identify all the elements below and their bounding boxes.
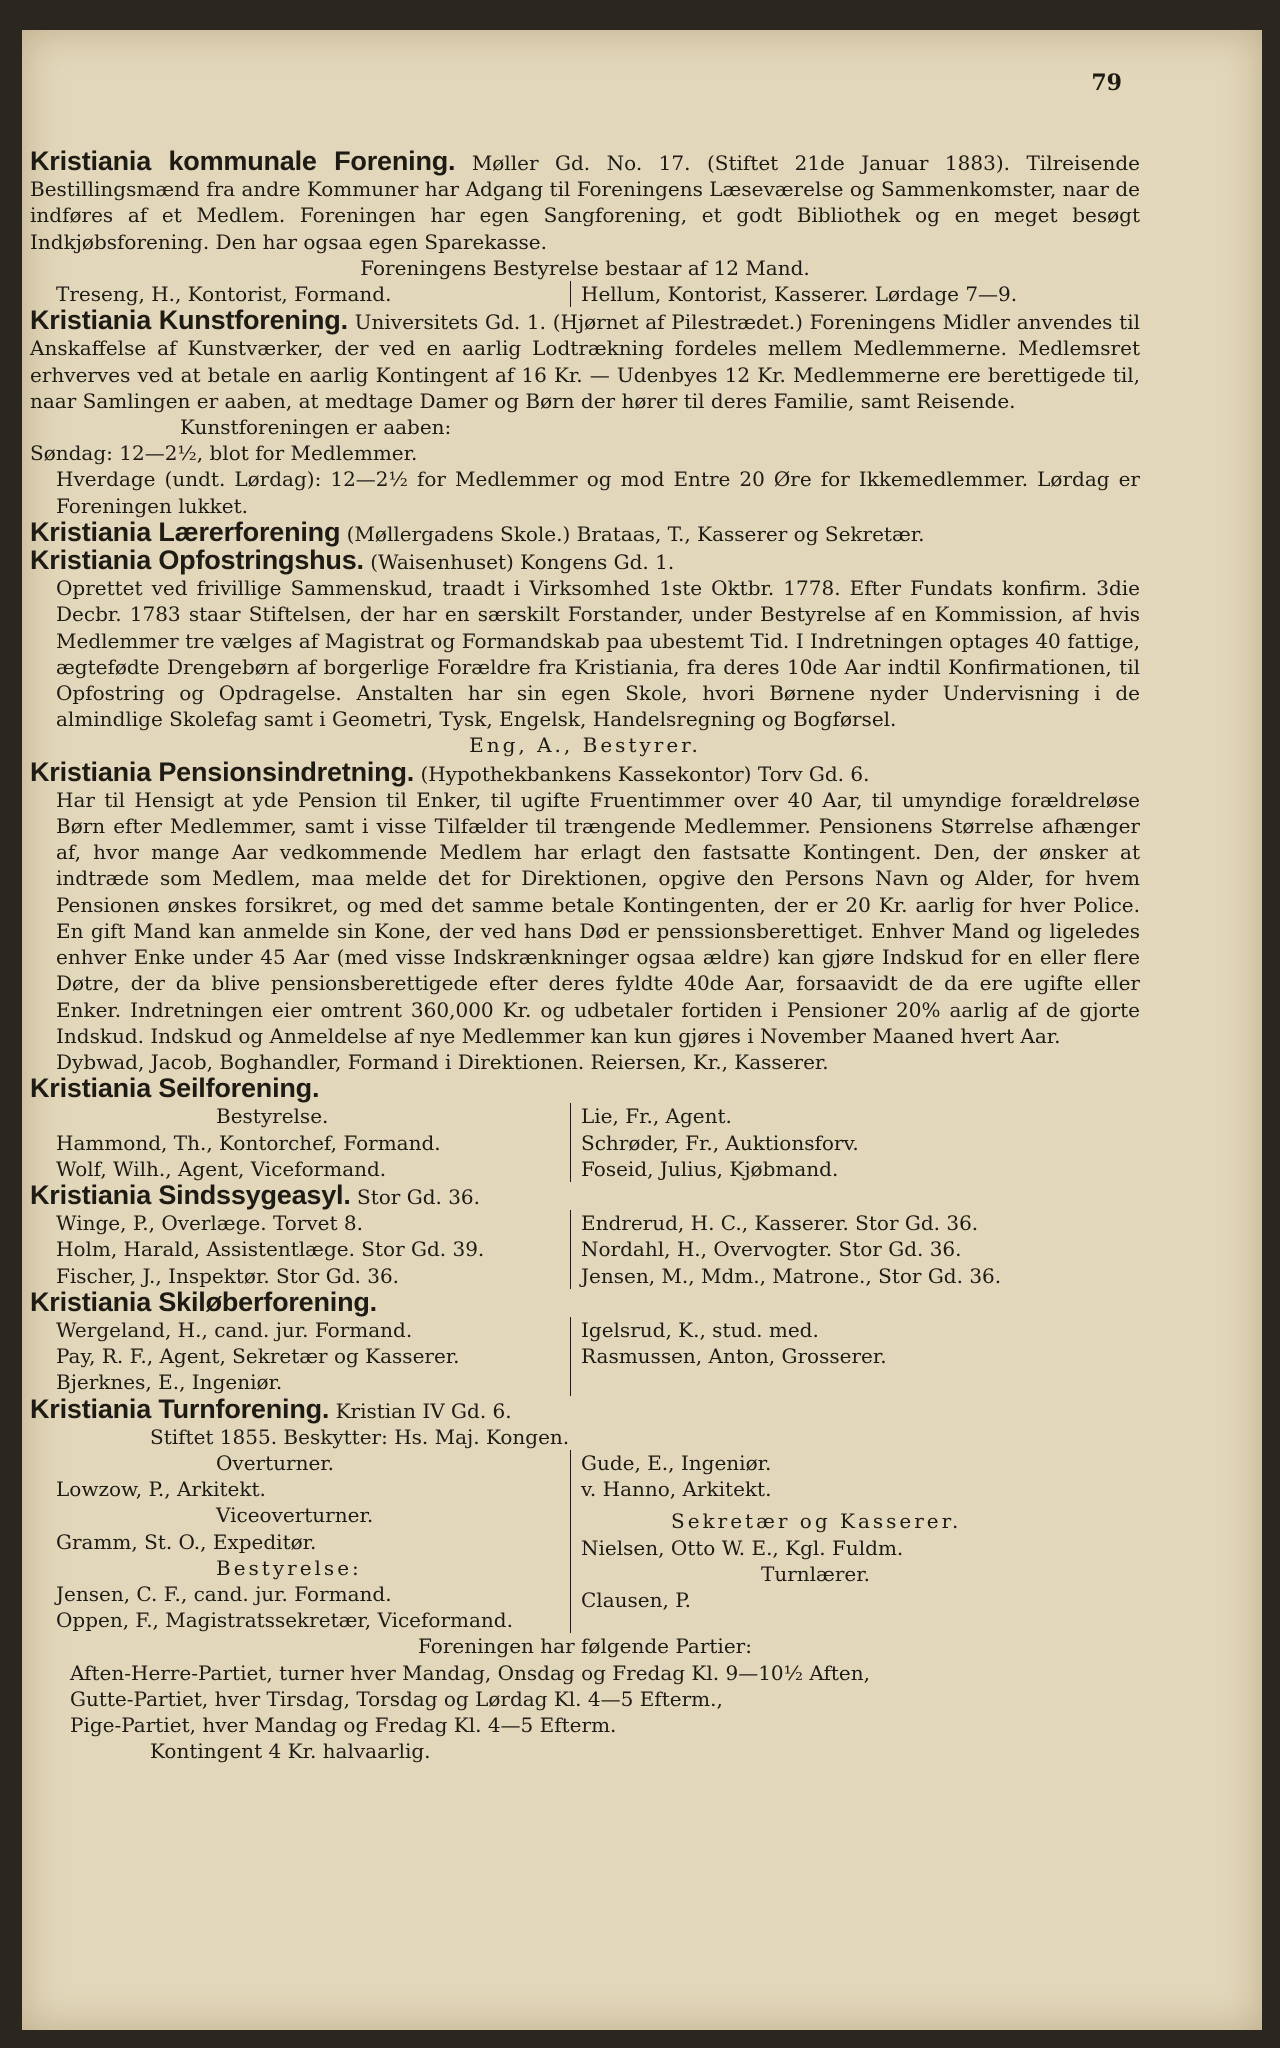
officer-right: v. Hanno, Arkitekt.: [581, 1477, 772, 1502]
entry-pensionsindretning: [30, 756, 1140, 787]
entry-note: Foreningens Bestyrelse bestaar af 12 Mand.: [360, 255, 810, 280]
entry-text: Har til Hensigt at yde Pension til Enker, til ugifte Fruentimmer over 40 Aar, til umyndige forældreløse Børn efter Medlemmer, samt i visse Tilfælder til trængende Medlemmer. Pensionens Størrelse afhænger af, hvor mange Aar vedkommende Medlem har erlagt den fastsatte Kontingent. Den, der ønsker at indtræde som Medlem, maa melde det for Direktionen, opgive den Persons Navn og Alder, for hvem Pensionen ønskes forsikret, og med det samme betale Kontingenten, der er 20 Kr. aarlig for hver Police. En gift Mand kan anmelde sin Kone, der ved hans Død er penssionsberettiget. Enhver Mand og ligeledes enhver Enke under 45 Aar (med visse Indskrænkninger ogsaa ældre) kan gjøre Indskud for en eller flere Døtre, der da blive pensionsberettigede efter deres fyldte 40de Aar, forsaavidt de da ere ugifte eller Enker. Indretningen eier omtrent 360,000 Kr. og udbetaler fortiden i Pensioner 20% aarlig af de gjorte Indskud. Indskud og Anmeldelse af nye Medlemmer kan kun gjøres i November Maaned hvert Aar.: [56, 787, 1140, 1048]
officer-left: Lowzow, P., Arkitekt.: [56, 1477, 266, 1502]
officer-columns: [30, 1450, 1140, 1633]
officer-right: Nielsen, Otto W. E., Kgl. Fuldm.: [581, 1535, 904, 1560]
officer-right: Rasmussen, Anton, Grosserer.: [581, 1344, 887, 1369]
entry-text: (Waisenhuset) Kongens Gd. 1.: [370, 550, 675, 575]
entry-skiloeberforening: [30, 1286, 1140, 1317]
entry-seilforening: [30, 1075, 1140, 1103]
entry-title: Kristiania Turnforening.: [30, 1393, 330, 1424]
officer-columns: [30, 1210, 1140, 1289]
entry-title: Kristiania Pensionsindretning.: [30, 756, 415, 787]
entry-note: Stiftet 1855. Beskytter: Hs. Maj. Kongen.: [150, 1424, 570, 1449]
officer-left: Hammond, Th., Kontorchef, Formand.: [56, 1130, 441, 1155]
entry-address: Stor Gd. 36.: [357, 1184, 481, 1209]
officer-left: Fischer, J., Inspektør. Stor Gd. 36.: [56, 1263, 400, 1288]
entry-title: Kristiania Lærerforening: [30, 516, 341, 547]
entry-address: Kristian IV Gd. 6.: [335, 1398, 512, 1423]
entry-note: Kontingent 4 Kr. halvaarlig.: [150, 1739, 431, 1764]
officer-left: Gramm, St. O., Expeditør.: [56, 1529, 317, 1554]
entry-title: Kristiania kommunale Forening.: [30, 146, 456, 176]
entry-title: Kristiania Sindssygeasyl.: [30, 1179, 351, 1210]
entry-note: Hverdage (undt. Lørdag): 12—2½ for Medlemmer og mod Entre 20 Øre for Ikkemedlemmer. Lørdag er Foreningen lukket.: [56, 467, 1140, 518]
officer-right: Nordahl, H., Overvogter. Stor Gd. 36.: [581, 1237, 962, 1262]
officer-right: Igelsrud, K., stud. med.: [581, 1317, 819, 1342]
officer-left: Bestyrelse:: [216, 1555, 362, 1580]
entry-title: Kristiania Kunstforening.: [30, 305, 348, 336]
entry-sindssygeasyl: [30, 1179, 1140, 1210]
entry-officer: Eng, A., Bestyrer.: [469, 733, 701, 758]
page-content: [30, 148, 1140, 1764]
officer-left: Holm, Harald, Assistentlæge. Stor Gd. 39.: [56, 1237, 485, 1262]
entry-opfostringshus: [30, 547, 1140, 575]
officer-right: Sekretær og Kasserer.: [671, 1509, 962, 1534]
entry-note: Kunstforeningen er aaben:: [180, 415, 452, 440]
officer-right: Foseid, Julius, Kjøbmand.: [581, 1156, 839, 1181]
entry-text: (Hypothekbankens Kassekontor) Torv Gd. 6.: [420, 761, 870, 786]
officer-right: Endrerud, H. C., Kasserer. Stor Gd. 36.: [581, 1211, 979, 1236]
officer-right: Gude, E., Ingeniør.: [581, 1450, 772, 1475]
entry-title: Kristiania Skiløberforening.: [30, 1286, 377, 1317]
entry-laererforening: [30, 516, 1140, 547]
document-page: [22, 30, 1262, 2030]
officer-left: Viceoverturner.: [216, 1503, 374, 1528]
entry-text: Universitets Gd. 1. (Hjørnet af Pilestrædet.) Foreningens Midler anvendes til Anskaffelse af Kunstværker, der ved en aarlig Lodtrækning fordeles mellem Medlemmerne. Medlemsret erhverves ved at betale en aarlig Kontingent af 16 Kr. — Udenbyes 12 Kr. Medlemmerne ere berettigede til, naar Samlingen er aaben, at medtage Damer og Børn der hører til deres Familie, samt Reisende.: [30, 310, 1140, 413]
officer-left: Oppen, F., Magistratssekretær, Viceformand.: [56, 1608, 513, 1633]
entry-officer: Dybwad, Jacob, Boghandler, Formand i Direktionen. Reiersen, Kr., Kasserer.: [56, 1049, 829, 1074]
entry-note: Foreningen har følgende Partier:: [418, 1634, 752, 1659]
officer-right: Turnlærer.: [761, 1561, 870, 1586]
officer-left: Treseng, H., Kontorist, Formand.: [56, 282, 392, 307]
entry-note: Søndag: 12—2½, blot for Medlemmer.: [30, 441, 418, 466]
entry-kommunale-forening: [30, 148, 1140, 255]
entry-text: (Møllergadens Skole.) Brataas, T., Kasserer og Sekretær.: [346, 521, 925, 546]
officer-columns: [30, 1317, 1140, 1396]
entry-kunstforening: [30, 307, 1140, 414]
officer-columns: [30, 281, 1140, 307]
officer-right: Hellum, Kontorist, Kasserer. Lørdage 7—9.: [581, 282, 1018, 307]
officer-left: Bestyrelse.: [216, 1104, 329, 1129]
officer-columns: [30, 1103, 1140, 1182]
officer-left: Pay, R. F., Agent, Sekretær og Kasserer.: [56, 1344, 460, 1369]
officer-right: Jensen, M., Mdm., Matrone., Stor Gd. 36.: [581, 1263, 1002, 1288]
officer-left: Wolf, Wilh., Agent, Viceformand.: [56, 1156, 387, 1181]
officer-right: Schrøder, Fr., Auktionsforv.: [581, 1130, 859, 1155]
entry-text: Oprettet ved frivillige Sammenskud, traadt i Virksomhed 1ste Oktbr. 1778. Efter Fundats konfirm. 3die Decbr. 1783 staar Stiftelsen, der har en særskilt Forstander, under Bestyrelse af en Kommission, af hvis Medlemmer tre vælges af Magistrat og Formandskab paa ubestemt Tid. I Indretningen optages 40 fattige, ægtefødte Drengebørn af borgerlige Forældre fra Kristiania, fra deres 10de Aar indtil Konfirmationen, til Opfostring og Opdragelse. Anstalten har sin egen Skole, hvori Børnene nyder Undervisning i de almindlige Skolefag samt i Geometri, Tysk, Engelsk, Handelsregning og Bogførsel.: [56, 576, 1140, 732]
entry-turnforening: [30, 1393, 1140, 1424]
officer-left: Jensen, C. F., cand. jur. Formand.: [56, 1581, 392, 1606]
entry-note: Aften-Herre-Partiet, turner hver Mandag, Onsdag og Fredag Kl. 9—10½ Aften,: [70, 1660, 870, 1685]
officer-right: Lie, Fr., Agent.: [581, 1104, 732, 1129]
entry-note: Pige-Partiet, hver Mandag og Fredag Kl. 4—5 Efterm.: [70, 1712, 617, 1737]
entry-title: Kristiania Seilforening.: [30, 1073, 320, 1104]
entry-note: Gutte-Partiet, hver Tirsdag, Torsdag og Lørdag Kl. 4—5 Efterm.,: [70, 1686, 723, 1711]
officer-left: Wergeland, H., cand. jur. Formand.: [56, 1317, 413, 1342]
entry-title: Kristiania Opfostringshus.: [30, 545, 364, 576]
page-number: 79: [1091, 70, 1122, 96]
officer-right: Clausen, P.: [581, 1587, 691, 1612]
entry-text: Møller Gd. No. 17. (Stiftet 21de Januar 1883). Tilreisende Bestillingsmænd fra andre Kommuner har Adgang til Foreningens Læseværelse og Sammenkomster, naar de indføres af et Medlem. Foreningen har egen Sangforening, et godt Bibliothek og en meget besøgt Indkjøbsforening. Den har ogsaa egen Sparekasse.: [30, 151, 1140, 254]
officer-left: Overturner.: [216, 1450, 335, 1475]
officer-left: Winge, P., Overlæge. Torvet 8.: [56, 1211, 363, 1236]
officer-left: Bjerknes, E., Ingeniør.: [56, 1370, 283, 1395]
